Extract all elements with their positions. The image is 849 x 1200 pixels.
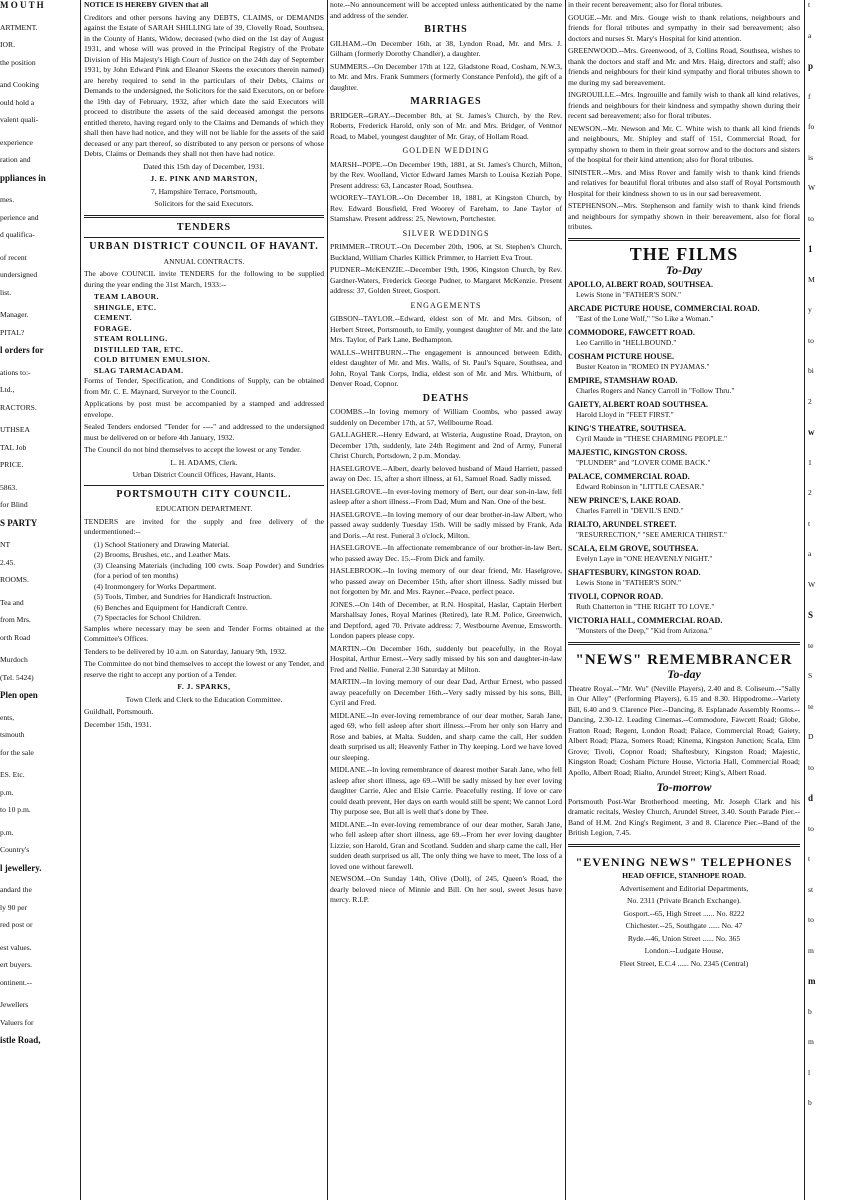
column-fragment: Plen open xyxy=(0,690,38,700)
column-fragment: TAL Job xyxy=(0,442,27,452)
column-fragment: of recent xyxy=(0,252,27,262)
column-fragment: Ltd., xyxy=(0,385,15,394)
column-fragment: 1 xyxy=(808,244,813,254)
tender-item: COLD BITUMEN EMULSION. xyxy=(94,355,211,364)
column-fragment: te xyxy=(808,701,814,711)
deaths-list xyxy=(330,407,562,906)
divider xyxy=(568,238,800,241)
death-notice: HASELGROVE.--In ever-loving memory of Bert, our dear son-in-law, fell asleep after a short illness.--From Dad, Mum and Nan. One of the best. xyxy=(330,486,562,506)
film-venue: SCALA, ELM GROVE, SOUTHSEA. xyxy=(568,543,699,553)
column-fragment: t xyxy=(808,854,811,863)
film-venue: TIVOLI, COPNOR ROAD. xyxy=(568,591,663,601)
marriages-list xyxy=(330,111,562,143)
tender-item: (5) Tools, Timber, and Sundries for Handicraft Instruction. xyxy=(94,592,272,601)
divider xyxy=(568,844,800,847)
column-fragment: PRICE. xyxy=(0,460,24,469)
column-fragment: ert buyers. xyxy=(0,960,33,969)
tender-item: (6) Benches and Equipment for Handicraft Centre. xyxy=(94,602,248,612)
golden-list xyxy=(330,160,562,225)
pcc-signature: F. J. SPARKS, xyxy=(177,682,231,691)
remembrancer-heading: "NEWS" REMEMBRANCER xyxy=(575,651,793,668)
births-heading: BIRTHS xyxy=(424,24,468,35)
film-venue: NEW PRINCE'S, LAKE ROAD. xyxy=(568,495,681,505)
havant-intro: The above COUNCIL invite TENDERS for the following to be supplied during the year ending the 31st March, 1933:-- xyxy=(84,269,324,289)
column-fragment: IOR. xyxy=(0,40,15,49)
thanks-notice: INGROUILLE.--Mrs. Ingrouille and family wish to thank all kind relatives, friends and neighbours for their kindness and sympathy shown during their recent sad bereavement; also for floral tributes. xyxy=(568,90,800,120)
column-fragment: y xyxy=(808,305,812,314)
column-fragment: from Mrs. xyxy=(0,615,31,624)
column-fragment: istle Road, xyxy=(0,1035,41,1045)
silver-list xyxy=(330,242,562,297)
column-fragment: Country's xyxy=(0,845,30,854)
notice-body: Creditors and other persons having any DEBTS, CLAIMS, or DEMANDS against the Estate of SARAH SHILLING late of 39, Clovelly Road, Southsea, in the County of Hants, Widow, deceased (who died on the 1st day of August 1931, and whose will was proved in the Principal Registry of the Probate Division of His Majesty's High Court of Justice on the 24th day of September 1931, by John Edward Pink and Eleanor Skeens the executors therein named) are hereby required to send in the particulars of their Debts, Claims or Demands to the undersigned, the Solicitors for the said Executors, on or before the 19th day of February, 1932, after which date the said Executors will proceed to distribute the assets of the said deceased amongst the persons entitled thereto, having regard only to the Claims and Demands of which they shall then have had notice, and they will not be liable for the assets of the said deceased or any part thereof, so distributed to any person or persons of whose Debts, Claims or Demands they shall not then have had notice. xyxy=(84,12,324,158)
havant-body-2: Applications by post must be accompanied by a stamped and addressed envelope. xyxy=(84,399,324,419)
death-notice: MIDLANE.--In ever-loving remembrance of our dear mother, Sarah Jane, aged 69, who fell asleep after short illness.--From her only son Harry and Rose and babies, at Malta. Sudden, and sharp came the call, Her sudden death surprised us all; Heavenly Father in Thy keeping. Lord we have loved our sleeping. xyxy=(330,710,562,762)
engagements-list xyxy=(330,314,562,390)
column-fragment: tsmouth xyxy=(0,730,25,739)
telephone-line: Chichester.--25, Southgate ...... No. 47 xyxy=(625,921,743,930)
column-fragment: red post or xyxy=(0,920,33,929)
film-venue: APOLLO, ALBERT ROAD, SOUTHSEA. xyxy=(568,279,713,289)
pcc-intro: TENDERS are invited for the supply and free delivery of the undermentioned:-- xyxy=(84,516,324,536)
column-fragment: for the sale xyxy=(0,747,34,757)
film-venue: COSHAM PICTURE HOUSE. xyxy=(568,351,675,361)
divider xyxy=(84,237,324,238)
death-notice: COOMBS.--In loving memory of William Coombs, who passed away suddenly on December 17th, at 57, Wellbourne Road. xyxy=(330,407,562,427)
column-fragment: to xyxy=(808,915,814,924)
telephone-line: Advertisement and Editorial Departments, xyxy=(619,883,749,893)
divider xyxy=(84,485,324,486)
column-fragment: experience xyxy=(0,137,33,147)
column-fragment: Valuers for xyxy=(0,1017,34,1027)
column-fragment: Murdoch xyxy=(0,655,28,664)
column-fragment: 2.45. xyxy=(0,557,16,567)
death-notice: JONES.--On 14th of December, at R.N. Hospital, Haslar, Captain Herbert Marshallsay Jones, Royal Marines (Retired), late R.M. Police, Greenwich, and Deptford, aged 70. Private address: 7, Westbourne Avenue, Emsworth. London papers please copy. xyxy=(330,599,562,640)
film-show: "East of the Lone Wolf," "So Like a Woman." xyxy=(576,314,714,323)
column-fragment: to 10 p.m. xyxy=(0,805,31,814)
tenders-heading: TENDERS xyxy=(176,221,232,233)
notice-title: NOTICE IS HEREBY GIVEN that all xyxy=(84,0,209,9)
column-fragment: d qualifica- xyxy=(0,230,35,239)
pcc-body-3: The Committee do not bind themselves to accept the lowest or any Tender, and reserve the right to accept any portion of a Tender. xyxy=(84,659,324,679)
column-fragment: te xyxy=(808,640,814,650)
death-notice: HASLEBROOK.--In loving memory of our dear friend, Mr. Haselgrove, who passed away on December 15th, after short illness. Sadly missed but not forgotten by Mr. and Mrs. Rayner.--Peace, perfect peace. xyxy=(330,566,562,596)
left-edge-column xyxy=(0,0,78,1200)
notice-address: 7, Hampshire Terrace, Portsmouth, xyxy=(150,186,258,196)
column-fragment: l orders for xyxy=(0,345,44,355)
column-fragment: ppliances in xyxy=(0,172,46,183)
column-fragment: orth Road xyxy=(0,632,31,642)
column-fragment: ontinent.-- xyxy=(0,977,32,987)
film-show: Harold Lloyd in "FEET FIRST." xyxy=(576,410,674,419)
death-notice: GALLAGHER.--Henry Edward, at Wisteria, Augustine Road, Drayton, on December 17th, suddenly, late 24th Regiment and 2nd of Army, Funeral Christ Church, Portsdown, 2 p.m. Monday. xyxy=(330,430,562,460)
column-fragment: ROOMS. xyxy=(0,575,29,584)
silver-weddings-heading: SILVER WEDDINGS xyxy=(402,228,490,238)
column-fragment: and Cooking xyxy=(0,80,40,89)
havant-subtitle: ANNUAL CONTRACTS. xyxy=(163,256,245,266)
marriages-heading: MARRIAGES xyxy=(410,96,482,107)
column-fragment: ES. Etc. xyxy=(0,770,25,779)
birth-notice: SUMMERS.--On December 17th at 122, Gladstone Road, Cosham, N.W.3, to Mr. and Mrs. Frank Summers (formerly Constance Penfold), the gift of a daughter. xyxy=(330,61,562,92)
film-venue: PALACE, COMMERCIAL ROAD. xyxy=(568,471,690,481)
thanks-notice: NEWSON.--Mr. Newson and Mr. C. White wish to thank all kind friends and neighbours, Mr. Shipley and staff of 151, Commercial Road, for sympathy shown to them in their great sorrow and to the doctors and sisters of the hospital for their kind attention; also for floral tributes. xyxy=(568,123,800,164)
column-fragment: list. xyxy=(0,287,12,297)
telephone-line: Ryde.--46, Union Street ...... No. 365 xyxy=(627,933,741,943)
films-heading: THE FILMS xyxy=(629,243,739,264)
film-venue: RIALTO, ARUNDEL STREET. xyxy=(568,519,677,529)
film-show: "Monsters of the Deep," "Kid from Arizona." xyxy=(576,626,712,635)
tender-item: STEAM ROLLING. xyxy=(94,334,168,343)
pcc-role: Town Clerk and Clerk to the Education Committee. xyxy=(125,694,283,704)
death-notice: HASELGROVE.--In loving memory of our dear brother-in-law Albert, who passed away suddenly Tuesday 15th. Will be sadly missed by Frank, Ada and Doris.--At rest. Funeral 3 o'clock, Milton. xyxy=(330,509,562,540)
silver-wedding-notice: PRIMMER--TROUT.--On December 20th, 1906, at St. Stephen's Church, Buckland, William Charles Killick Primmer, to Harriett Eva Trout. xyxy=(330,242,562,262)
film-venue: KING'S THEATRE, SOUTHSEA. xyxy=(568,423,686,433)
havant-items xyxy=(84,292,324,376)
column-fragment: UTHSEA xyxy=(0,425,30,434)
film-show: Charles Farrell in "DEVIL'S END." xyxy=(576,506,684,515)
death-notice: MARTIN.--On December 16th, suddenly but peacefully, in the Royal Hospital, Arthur Ernest.--Very sadly missed by his son and daughter-in-law Fred and Nellie. Funeral 2.30 Saturday at Milton. xyxy=(330,643,562,674)
golden-wedding-notice: WOOREY--TAYLOR.--On December 18, 1881, at Kingston Church, by Rev. Edward Bousfield, Fred Woorey of Fareham, to Jane Taylor of Stamshaw. Present address: 25, Newtown, Portchester. xyxy=(330,193,562,223)
column-fragment: 2 xyxy=(808,396,812,406)
column-fragment: ARTMENT. xyxy=(0,22,38,32)
remembrancer-tomorrow-text: Portsmouth Post-War Brotherhood meeting, Mr. Joseph Clark and his dramatic recitals, Wesley Church, Arundel Street, 3.40. South Parade Pier.--Band of H.M. 2nd King's Regiment, 3 and 8. Clarence Pier.--Band of the British Legion, 7.45. xyxy=(568,796,800,837)
column-fragment: to xyxy=(808,213,814,223)
column-fragment: 2 xyxy=(808,488,812,497)
death-notice: NEWSOM.--On Sunday 14th, Olive (Doll), of 245, Queen's Road, the dearly beloved niece of Minnie and Bill. On her soul, sweet Jesus have mercy. R.I.P. xyxy=(330,874,562,904)
remembrancer-today-text: Theatre Royal.--"Mr. Wu" (Neville Players), 2.40 and 8. Coliseum.--"Sally in Our Alley" (Performing Players), 6.15 and 8.30. Hippodrome.--Variety Bill, 6.40 and 9. Clarence Pier.--Dancing, 8. Esplanade Assembly Rooms.--Dancing, 2.30-12. Leading Cinemas.--Commodore, Fawcett Road; Globe, Fratton Road; Regent, London Road; Palace, Commercial Road; Gaiety, Albert Road; Plaza, Somers Road; Kinema, Kingston Junction; Scala, Elm Grove; Tivoli, Copnor Road; Shaftesbury, Kingston Road; Majestic, Kingston Road; Cosham Picture House, Victoria Hall, Commercial Road; Apollo, Albert Road; Rialto, Arundel Street; King's, Albert Road. xyxy=(568,683,800,777)
death-notice: HASELGROVE.--In affectionate remembrance of our brother-in-law Bert, who passed away Dec. 15.--From Dick and family. xyxy=(330,543,562,563)
column-fragment: the position xyxy=(0,57,36,67)
column-fragment: a xyxy=(808,549,812,558)
column-fragment: RACTORS. xyxy=(0,402,37,412)
column-fragment: valent quali- xyxy=(0,115,39,124)
column-fragment: ould hold a xyxy=(0,97,35,107)
film-show: Cyril Maude in "THESE CHARMING PEOPLE." xyxy=(576,434,728,443)
pcc-body-1: Samples where necessary may be seen and Tender Forms obtained at the Committee's Offices. xyxy=(84,623,324,643)
film-show: Evelyn Laye in "ONE HEAVENLY NIGHT." xyxy=(576,554,713,563)
column-fragment: 1 xyxy=(808,457,812,467)
column-fragment: W xyxy=(808,183,816,192)
entertainment-column xyxy=(568,0,800,1200)
death-notice: HASELGROVE.--Albert, dearly beloved husband of Maud Harriett, passed away on Dec. 15, after a short illness, at 61, Samuel Road. Sadly missed. xyxy=(330,463,562,483)
column-fragment: p.m. xyxy=(0,827,14,837)
right-edge-column xyxy=(808,0,849,1200)
pcc-date: December 15th, 1931. xyxy=(84,719,152,729)
column-rule xyxy=(80,0,81,1200)
thanks-notice: GOUGE.--Mr. and Mrs. Gouge wish to thank relations, neighbours and friends for floral tributes and sympathy in their sad bereavement; also doctors and nurses St. Mary's Hospital for kind attention. xyxy=(568,12,800,43)
column-fragment: t xyxy=(808,0,811,9)
divider xyxy=(568,642,800,645)
thanks-notice: GREENWOOD.--Mrs. Greenwood, of 3, Collins Road, Southsea, wishes to thank the doctors and staff and Mr. and Mrs. Haig, directors and staff; also friends and neighbours for their kind sympathy and floral tributes shown to me during my sad bereavement. xyxy=(568,46,800,87)
tender-item: SLAG TARMACADAM. xyxy=(94,365,184,375)
column-fragment: b xyxy=(808,1006,812,1016)
notice-role: Solicitors for the said Executors. xyxy=(154,199,254,208)
film-venue: ARCADE PICTURE HOUSE, COMMERCIAL ROAD. xyxy=(568,303,760,313)
film-show: Ruth Chatterton in "THE RIGHT TO LOVE." xyxy=(576,602,715,611)
column-fragment: D xyxy=(808,732,814,741)
film-venue: COMMODORE, FAWCETT ROAD. xyxy=(568,327,695,337)
column-fragment: m xyxy=(808,945,814,955)
death-notice: MIDLANE.--In ever-loving remembrance of our dear mother, Sarah Jane, who fell asleep after short illness, age 69.--From her ever loving daughter Lizzie, son Harold, Gran and Scotland. Sudden and sharp came the call, Her sudden death surprised us all, The only thing we have to meet, The loss of a loved one without farewell. xyxy=(330,819,562,871)
film-venue: EMPIRE, STAMSHAW ROAD. xyxy=(568,375,678,385)
tender-item: (3) Cleansing Materials (including 100 cwts. Soap Powder) and Sundries (for a period of ten months) xyxy=(94,560,324,580)
film-show: Buster Keaton in "ROMEO IN PYJAMAS." xyxy=(576,362,710,371)
column-fragment: is xyxy=(808,152,814,162)
telephones-list xyxy=(568,884,800,970)
column-fragment: f xyxy=(808,91,811,101)
telephone-line: No. 2311 (Private Branch Exchange). xyxy=(626,896,741,905)
tender-item: (2) Brooms, Brushes, etc., and Leather Mats. xyxy=(94,550,231,559)
column-fragment: d xyxy=(808,793,814,803)
legal-notices-column xyxy=(84,0,324,1200)
film-venue: MAJESTIC, KINGSTON CROSS. xyxy=(568,447,687,457)
divider xyxy=(84,215,324,218)
column-fragment: Manager. xyxy=(0,310,29,319)
column-fragment: Jewellers xyxy=(0,1000,29,1009)
column-fragment: (Tel. 5424) xyxy=(0,672,34,682)
column-fragment: st xyxy=(808,884,814,894)
film-show: Lewis Stone in "FATHER'S SON." xyxy=(576,578,682,587)
birth-notice: GILHAM.--On December 16th, at 38, Lyndon Road, Mr. and Mrs. J. Gilham (formerly Dorothy Chandler), a daughter. xyxy=(330,38,562,58)
death-notice: MARTIN.--In loving memory of our dear Dad, Arthur Ernest, who passed away peacefully on December 16th.--Very sadly missed by his sons, Bill, Cyril and Fred. xyxy=(330,677,562,707)
pcc-address: Guildhall, Portsmouth. xyxy=(84,707,154,716)
havant-signature: L. H. ADAMS, Clerk. xyxy=(170,457,238,467)
column-fragment: W xyxy=(808,579,816,589)
column-rule xyxy=(565,0,566,1200)
column-fragment: perience and xyxy=(0,212,39,222)
column-fragment: m xyxy=(808,976,816,986)
tender-item: CEMENT. xyxy=(94,313,133,322)
thanks-notice: STEPHENSON.--Mrs. Stephenson and family wish to thank kind friends and neighbours for sympathy shown in their bereavement, also for floral tributes. xyxy=(568,201,800,231)
film-venue: GAIETY, ALBERT ROAD SOUTHSEA. xyxy=(568,399,708,409)
havant-body-1: Forms of Tender, Specification, and Conditions of Supply, can be obtained from Mr. C. E. Maynard, Surveyor to the Council. xyxy=(84,376,324,396)
engagement-notice: WALLS--WHITBURN.--The engagement is announced between Edith, eldest daughter of Mr. and Mrs. Walls, of St. Paul's Square, Southsea, and John, Royal Tank Corps, India, eldest son of Mr. and Mrs. Whitburn, of Denver Road, Copnor. xyxy=(330,347,562,388)
column-fragment: p.m. xyxy=(0,787,14,797)
column-fragment: ents, xyxy=(0,712,15,722)
column-fragment: w xyxy=(808,427,815,437)
marriage-notice: BRIDGER--GRAY.--December 8th, at St. James's Church, by the Rev. Roberts, Frederick Harold, only son of Mr. and Mrs. Bridger, of Ventnor Road, to Mabel, youngest daughter of Mr. Gray, of Hollam Road. xyxy=(330,110,562,141)
column-fragment: l jewellery. xyxy=(0,862,42,873)
column-fragment: 5863. xyxy=(0,482,18,492)
engagement-notice: GIBSON--TAYLOR.--Edward, eldest son of Mr. and Mrs. Gibson, of Herbert Street, Portsmouth, to Emily, youngest daughter of Mr. and the late Mrs. Taylor, of Park Lane, Bedhampton. xyxy=(330,314,562,344)
column-fragment: S xyxy=(808,671,813,680)
films-list xyxy=(568,280,800,637)
film-show: Edward Robinson in "LITTLE CAESAR." xyxy=(576,482,705,491)
pcc-title: PORTSMOUTH CITY COUNCIL. xyxy=(116,488,292,500)
golden-wedding-notice: MARSH--POPE.--On December 19th, 1881, at St. James's Church, Milton, by the Rev. Woolland, Victor Edward James Marsh to Louisa Keziah Pope. Present address: 63, Lancaster Road, Southsea. xyxy=(330,159,562,190)
golden-wedding-heading: GOLDEN WEDDING xyxy=(402,146,490,155)
pcc-body-2: Tenders to be delivered by 10 a.m. on Saturday, January 9th, 1932. xyxy=(84,646,287,656)
column-fragment: M O U T H xyxy=(0,0,44,10)
column-fragment: ations to:- xyxy=(0,367,31,377)
notice-signature: J. E. PINK AND MARSTON, xyxy=(150,174,258,183)
column-fragment: undersigned xyxy=(0,270,38,279)
havant-address: Urban District Council Offices, Havant, Hants. xyxy=(132,470,276,479)
column-fragment: PITAL? xyxy=(0,327,25,337)
pcc-items xyxy=(84,540,324,624)
column-fragment: mes. xyxy=(0,195,15,204)
thanks-list xyxy=(568,13,800,233)
film-show: Charles Rogers and Nancy Carroll in "Follow Thru." xyxy=(576,386,735,395)
column-fragment: to xyxy=(808,762,814,772)
havant-body-4: The Council do not bind themselves to accept the lowest or any Tender. xyxy=(84,445,302,454)
column-fragment: S xyxy=(808,610,814,620)
column-fragment: M xyxy=(808,274,815,284)
tender-item: FORAGE. xyxy=(94,323,132,333)
column-fragment: to xyxy=(808,823,814,833)
column-fragment: NT xyxy=(0,540,11,549)
thanks-fragment: in their recent bereavement; also for floral tributes. xyxy=(568,0,723,9)
death-notice: MIDLANE.--In loving remembrance of dearest mother Sarah Jane, who fell asleep after short illness, age 69.--Will be sadly missed by her ever loving daughter Carrie, Alec and Elsie Carrie. Peacefully resting. If love or care could death prevent, Her days on earth would still be spent; We cannot Lord Thy purpose see, But all is well that's done by Thee. xyxy=(330,765,562,816)
column-rule xyxy=(804,0,805,1200)
telephone-line: London.--Ludgate House, xyxy=(644,946,724,955)
pcc-subtitle: EDUCATION DEPARTMENT. xyxy=(155,504,253,513)
births-list xyxy=(330,39,562,94)
remembrancer-today-heading: To-day xyxy=(667,667,701,681)
havant-council-title: URBAN DISTRICT COUNCIL OF HAVANT. xyxy=(89,241,319,252)
telephones-heading: "EVENING NEWS" TELEPHONES xyxy=(575,854,793,869)
tender-item: (1) School Stationery and Drawing Material. xyxy=(94,539,230,549)
column-fragment: m xyxy=(808,1037,814,1046)
tender-item: SHINGLE, ETC. xyxy=(94,302,157,312)
column-fragment: andard the xyxy=(0,885,32,894)
column-fragment: Tea and xyxy=(0,597,24,607)
film-show: Lewis Stone in "FATHER'S SON." xyxy=(576,290,682,299)
film-venue: VICTORIA HALL, COMMERCIAL ROAD. xyxy=(568,615,723,625)
column-fragment: b xyxy=(808,1098,812,1107)
column-fragment: fo xyxy=(808,122,815,131)
tender-item: TEAM LABOUR. xyxy=(94,292,160,301)
column-fragment: est values. xyxy=(0,942,32,952)
deaths-heading: DEATHS xyxy=(422,392,470,404)
tender-item: DISTILLED TAR, ETC. xyxy=(94,344,184,354)
column-rule xyxy=(327,0,328,1200)
column-fragment: p xyxy=(808,61,814,71)
tender-item: (7) Spectacles for School Children. xyxy=(94,613,201,622)
film-show: "RESURRECTION," "SEE AMERICA THIRST." xyxy=(576,530,727,539)
column-fragment: ration and xyxy=(0,155,31,164)
silver-wedding-notice: PUDNER--McKENZIE.--December 19th, 1906, Kingston Church, by Rev. Gardner-Waters, Frederick George Pudner, to Margaret McKenzie. Present address: 37, Golden Street, Gosport. xyxy=(330,265,562,295)
telephones-office: HEAD OFFICE, STANHOPE ROAD. xyxy=(622,871,746,880)
film-venue: SHAFTESBURY, KINGSTON ROAD. xyxy=(568,567,701,577)
tender-item: (4) Ironmongery for Works Department. xyxy=(94,581,217,591)
column-fragment: l xyxy=(808,1067,811,1077)
notice-dated: Dated this 15th day of December, 1931. xyxy=(143,161,265,171)
engagements-heading: ENGAGEMENTS xyxy=(410,300,482,310)
column-fragment: for Blind xyxy=(0,500,28,509)
thanks-notice: SINISTER.--Mrs. and Miss Rover and family wish to thank kind friends and relatives for beautiful floral tributes and also staff of Royal Portsmouth Hospital for their kindness shown to us in our sad bereavement. xyxy=(568,167,800,198)
film-show: "PLUNDER" and "LOVER COME BACK." xyxy=(576,458,711,467)
column-fragment: a xyxy=(808,30,812,40)
film-show: Leo Carrillo in "HELLBOUND." xyxy=(576,338,677,347)
column-fragment: to xyxy=(808,335,814,345)
telephone-line: Fleet Street, E.C.4 ...... No. 2345 (Central) xyxy=(619,958,749,968)
remembrancer-tomorrow-heading: To-morrow xyxy=(656,780,712,794)
column-fragment: ly 90 per xyxy=(0,902,27,912)
telephone-line: Gosport.--65, High Street ...... No. 8222 xyxy=(623,908,745,918)
announcements-column xyxy=(330,0,562,1200)
announcement-note: note.--No announcement will be accepted unless authenticated by the name and address of the sender. xyxy=(330,0,562,20)
column-fragment: t xyxy=(808,518,811,528)
column-fragment: bi xyxy=(808,366,814,375)
column-fragment: S PARTY xyxy=(0,517,38,528)
films-today-heading: To-Day xyxy=(665,263,703,277)
havant-body-3: Sealed Tenders endorsed "Tender for ----" and addressed to the undersigned must be delivered on or before 4th January, 1932. xyxy=(84,422,324,442)
